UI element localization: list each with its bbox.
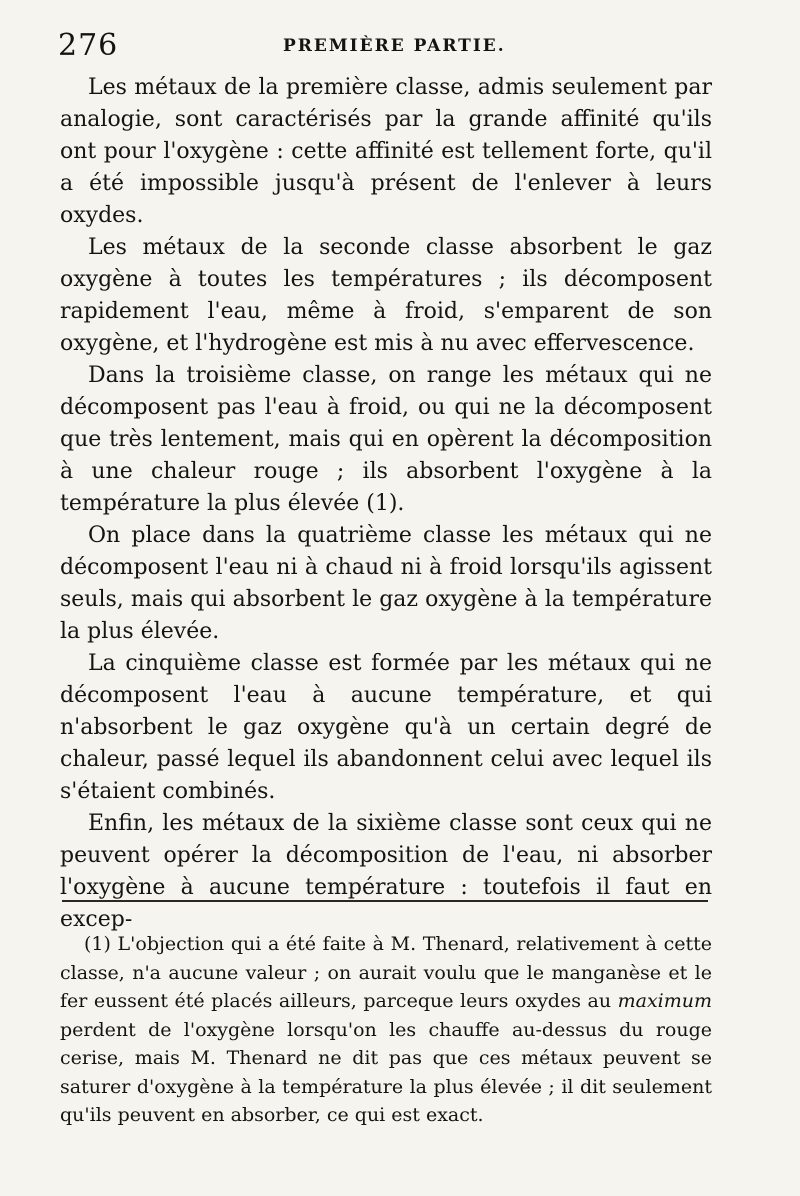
footnote-italic-term: maximum bbox=[617, 990, 712, 1012]
footnote-divider bbox=[62, 900, 708, 902]
body-text bbox=[60, 72, 712, 936]
page-header bbox=[58, 28, 730, 68]
footnote bbox=[60, 930, 712, 1130]
paragraph-sixth-class: Enfin, les métaux de la sixième classe sont ceux qui ne peuvent opérer la décomposition de l'eau, ni absorber l'oxygène à aucune température : toutefois il faut en excep- bbox=[60, 811, 712, 932]
footnote-text-end: perdent de l'oxygène lorsqu'on les chauffe au-dessus du rouge cerise, mais M. Thenard ne dit pas que ces métaux peuvent se saturer d'oxygène à la température la plus élevée ; il dit seulement qu'ils peuvent en absorber, ce qui est exact. bbox=[60, 1018, 712, 1126]
paragraph-second-class: Les métaux de la seconde classe absorbent le gaz oxygène à toutes les températures ; ils décomposent rapidement l'eau, même à froid, s'emparent de son oxygène, et l'hydrogène est mis à nu avec effervescence. bbox=[60, 235, 712, 356]
paragraph-third-class: Dans la troisième classe, on range les métaux qui ne décomposent pas l'eau à froid, ou qui ne la décomposent que très lentement, mais qui en opèrent la décomposition à une chaleur rouge ; ils absorbent l'oxygène à la température la plus élevée (1). bbox=[60, 363, 712, 516]
paragraph-fifth-class: La cinquième classe est formée par les métaux qui ne décomposent l'eau à aucune température, et qui n'absorbent le gaz oxygène qu'à un certain degré de chaleur, passé lequel ils abandonnent celui avec lequel ils s'étaient combinés. bbox=[60, 651, 712, 804]
paragraph-fourth-class: On place dans la quatrième classe les métaux qui ne décomposent l'eau ni à chaud ni à froid lorsqu'ils agissent seuls, mais qui absorbent le gaz oxygène à la température la plus élevée. bbox=[60, 523, 712, 644]
footnote-text-start: (1) L'objection qui a été faite à M. Thenard, relativement à cette classe, n'a aucune valeur ; on aurait voulu que le manganèse et le fer eussent été placés ailleurs, parceque leurs oxydes au bbox=[60, 933, 712, 1012]
page-number: 276 bbox=[58, 28, 119, 63]
paragraph-first-class: Les métaux de la première classe, admis seulement par analogie, sont caractérisés par la grande affinité qu'ils ont pour l'oxygène : cette affinité est tellement forte, qu'il a été impossible jusqu'à présent de l'enlever à leurs oxydes. bbox=[60, 75, 712, 228]
running-title: PREMIÈRE PARTIE. bbox=[283, 36, 506, 56]
footnote-text bbox=[60, 930, 712, 1130]
